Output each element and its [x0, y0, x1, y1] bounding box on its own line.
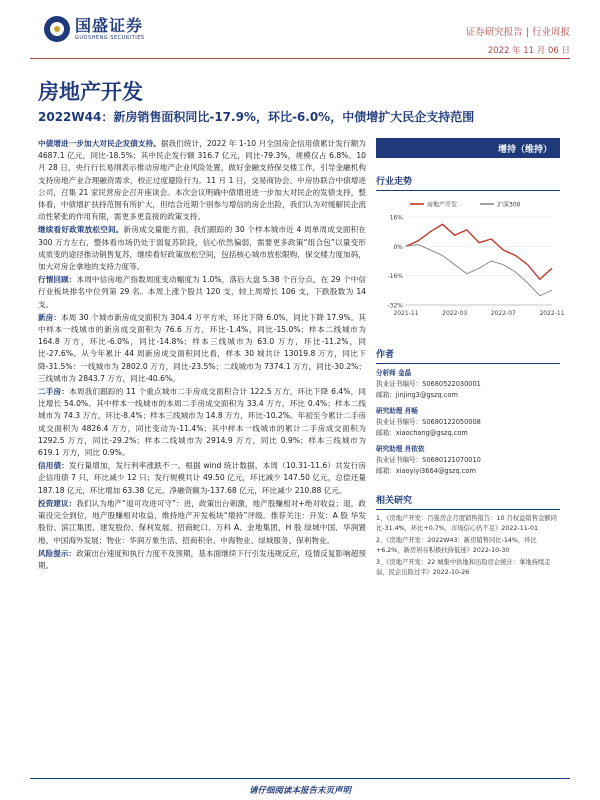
- paragraph-text: 发行量增加，发行利率涨跌不一。根据 wind 统计数据，本周（10.31-11.6）共发行房企信用债 7 只，环比减少 12 只；发行规模共计 49.50 亿元，环比减少 147.50 亿元，总偿还量 187.18 亿元，环比增加 63.38 亿元，净融资额为-137.68 亿元，环比减少 210.88 亿元。: [38, 461, 367, 495]
- x-tick-label: 2022-07: [490, 310, 516, 317]
- x-tick-label: 2021-11: [393, 310, 419, 317]
- paragraph-keyword: 新房：: [38, 312, 62, 322]
- paragraph-keyword: 二手房：: [38, 387, 70, 397]
- legend-label: 房地产开发: [427, 201, 458, 209]
- analyst-email[interactable]: 邮箱：jinjing3@gszq.com: [376, 391, 458, 399]
- trend-heading: 行业走势: [376, 170, 560, 191]
- analyst-email[interactable]: 邮箱：xiaochang@gszq.com: [376, 429, 468, 437]
- related-list: [376, 514, 560, 578]
- paragraph: [38, 498, 366, 547]
- paragraph-text: 本周中信房地产指数周度变动幅度为 1.0%，落后大盘 5.38 个百分点，在 29 个中信行业板块排名中位列第 29 名。本周上涨个股共 120 支，较上周增长 106 支，下跌股数为 14 支。: [38, 275, 367, 309]
- paragraph-keyword: 行情回顾：: [38, 275, 77, 285]
- paragraph-keyword: 信用债：: [38, 461, 70, 471]
- y-tick-label: -32%: [387, 302, 403, 310]
- industry-trend-chart: [376, 195, 565, 327]
- logo-text-en: GUOSHENG SECURITIES: [75, 35, 145, 41]
- sidebar: [376, 138, 565, 578]
- paragraph-keyword: 风险提示：: [38, 548, 77, 558]
- related-item[interactable]: 2、《房地产开发：2022W43：新房销售同比-14%，环比+6.2%，新房居存积极扶持低迷》2022-10-30: [376, 537, 537, 554]
- related-item[interactable]: 1、《房地产开发：百强房企月度销售报告：10 月权益销售金额同比-31.4%，环比+0.7%，市场信心仍不足》2022-11-01: [376, 515, 557, 532]
- y-tick-label: 16%: [389, 214, 403, 222]
- analyst-entry: [376, 368, 560, 401]
- paragraph: [38, 460, 366, 497]
- related-item[interactable]: 3、《房地产开发：22 城集中供地和出险房企统计：拿地持续走弱，民企出险过半》2022-10-26: [376, 559, 551, 576]
- analyst-cert: 执业证书编号：S0680122050008: [376, 418, 481, 426]
- footer-note: 请仔细阅读本报告末页声明: [248, 786, 351, 796]
- footer-divider: [30, 778, 570, 779]
- paragraph: [38, 274, 366, 311]
- paragraph-text: 据我们统计，2022 年 1-10 月全国房企信用债累计发行额为 4687.1 亿元，同比-18.5%；其中民企发行额 316.7 亿元，同比-79.3%，规模仅占 6.8%。10 月 28 日，央行行长易纲表示推动房地产企业风险处置，做好金融支持保交楼工作，引导金融机构支持房地产业合理融资需求，校正过度避险行为。11 月 1 日，交易商协会、中房协联合中债增进公司，召集 21 家民营房企召开座谈会。本次会议明确中债增进进一步加大对民企的发债支持，整体看，中债增扩扶持范围有所扩大，但结合近期个别参与增信的房企出险，我们认为对缓解民企流动性紧张的作用有限，需更多更直接的政策支持。: [38, 139, 366, 222]
- legend-label: 沪深300: [497, 201, 521, 209]
- paragraph-text: 我们认为地产“退可攻进可守”：进，政策出台刺激，地产股赚相对+绝对收益；退，政策没完全到位，地产股赚相对收益，维持地产开发板块“增持”评级。推荐关注：开发：A 股 华发股份、滨江集团、建发股份、保利发展、招商蛇口、万科 A、金地集团，H 股 绿城中国、华润置地、中国海外发展；物业：华润万象生活、招商积余、中海物业、绿城服务、保利物业。: [38, 498, 366, 545]
- analyst-role: 研究助理: [376, 407, 405, 415]
- analyst-name: 肖畅: [404, 407, 418, 415]
- analyst-entry: [376, 406, 560, 439]
- analyst-name: 金晶: [398, 369, 412, 377]
- paragraph-text: 本周 30 个城市新房成交面积为 304.4 万平方米，环比下降 6.0%，同比下降 17.9%。其中样本一线城市的新房成交面积为 76.6 万方，环比-1.4%，同比-15.0%；样本二线城市为 164.8 万方，环比-6.0%，同比-14.8%；样本三线城市为 63.0 万方，环比-11.2%，同比-27.6%。从今年累计 44 周新房成交面积同比看，样本 30 城共计 13019.8 万方，同比下降-31.5%：一线城市为 2802.0 万方，同比-23.5%；二线城市为 7374.1 万方，同比-30.2%；三线城市为 2843.7 万方，同比-40.6%。: [38, 312, 366, 383]
- paragraph: [38, 548, 366, 572]
- analyst-role-line: [376, 406, 560, 417]
- paragraph: [38, 312, 366, 385]
- analysts-heading: 作者: [376, 343, 560, 364]
- analyst-cert: 执业证书编号：S0680121070010: [376, 456, 481, 464]
- paragraph-keyword: 中债增进一步加大对民企发债支持。: [38, 139, 161, 148]
- analyst-cert: 执业证书编号：S0680522030001: [376, 380, 481, 388]
- related-heading: 相关研究: [376, 489, 560, 510]
- series-line-property: [406, 224, 552, 279]
- analyst-role: 研究助理: [376, 445, 405, 453]
- company-logo: [44, 16, 145, 42]
- paragraph-text: 政策出台速度和执行力度不及预期，基本面继续下行引发违规反应，疫情反复影响超预期。: [38, 548, 367, 570]
- paragraph-keyword: 投资建议：: [38, 498, 77, 508]
- report-date: 2022 年 11 月 06 日: [487, 46, 570, 56]
- paragraph: [38, 224, 366, 273]
- analyst-email[interactable]: 邮箱：xiaoyiyi3664@gszq.com: [376, 467, 476, 475]
- series-line-csi300: [406, 245, 552, 296]
- analyst-role: 分析师: [376, 369, 399, 377]
- analyst-role-line: [376, 368, 560, 379]
- analyst-list: [376, 368, 560, 477]
- analyst-name: 肖依依: [404, 445, 425, 453]
- x-tick-label: 2022-11: [539, 310, 565, 317]
- report-title: 房地产开发: [38, 80, 143, 104]
- logo-emblem-icon: [44, 16, 70, 42]
- paragraph-text: 新房成交量能方面，我们跟踪的 30 个样本城市近 4 周单周成交面积在 300 万方左右，整体看市场仍处于弱复苏阶段，信心依然偏弱，需要更多政策“组合包”以量变形成质变的途径推动销售复苏，继续看好政策放松空间，包括核心城市放松限购，保交楼力度加码，加大对房企拿地的支持力度等。: [38, 225, 366, 272]
- rating-badge: 增持（维持）: [376, 138, 560, 158]
- report-subtitle: 2022W44：新房销售面积同比-17.9%，环比-6.0%，中债增扩大民企支持范围: [38, 110, 475, 124]
- analyst-entry: [376, 444, 560, 477]
- paragraph-text: 本周我们跟踪的 11 个重点城市二手房成交面积合计 122.5 万方，环比下降 6.4%，同比增长 54.0%。其中样本一线城市的本周二手房成交面积为 33.4 万方，环比 0.4%；样本二线城市为 74.3 万方，环比-8.4%；样本三线城市为 14.8 万方，环比-10.2%。年初至今累计二手房成交面积为 4826.4 万方，同比变动为-11.4%；其中样本一线城市的累计二手房成交面积为 1292.5 万方，同比-29.2%；样本二线城市为 2914.9 万方，同比 0.9%；样本三线城市为 619.1 万方，同比 0.9%。: [38, 387, 367, 458]
- main-body: [38, 138, 366, 573]
- paragraph: [38, 386, 366, 459]
- paragraph-keyword: 继续看好政策放松空间。: [38, 225, 124, 235]
- header-divider: [30, 58, 570, 59]
- paragraph: [38, 138, 366, 223]
- y-tick-label: -16%: [387, 273, 403, 281]
- y-tick-label: 0%: [393, 243, 403, 251]
- analyst-role-line: [376, 444, 560, 455]
- logo-text: 国盛证券: [75, 16, 144, 35]
- x-tick-label: 2022-03: [442, 310, 468, 317]
- report-type: 证券研究报告 | 行业周报: [465, 27, 570, 38]
